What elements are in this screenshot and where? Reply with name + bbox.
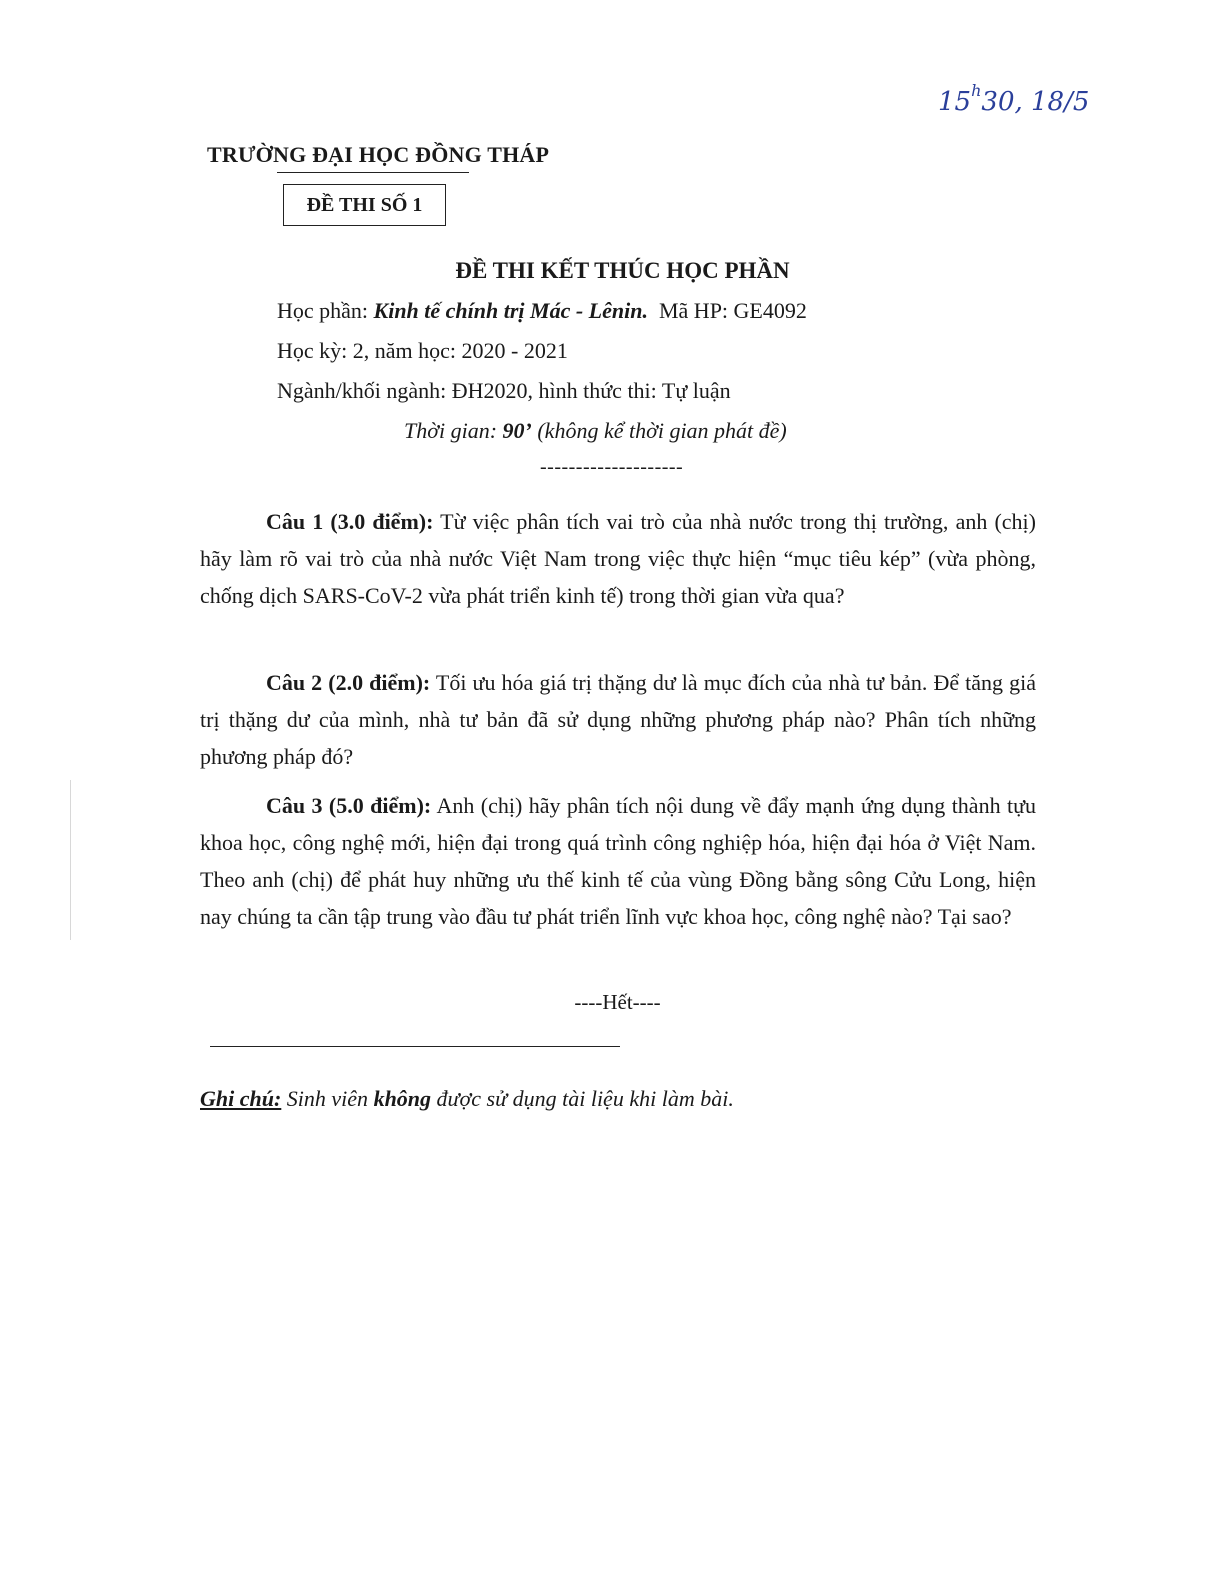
course-line (277, 298, 807, 324)
question-3-text: Anh (chị) hãy phân tích nội dung về đẩy mạnh ứng dụng thành tựu khoa học, công nghệ mới, hiện đại trong quá trình công nghiệp hóa, hiện đại hóa ở Việt Nam. Theo anh (chị) để phát huy những ưu thế kinh tế của vùng Đồng bằng sông Cửu Long, hiện nay chúng ta cần tập trung vào đầu tư phát triển lĩnh vực khoa học, công nghệ nào? Tại sao? (200, 793, 1037, 929)
question-1-text: Từ việc phân tích vai trò của nhà nước trong thị trường, anh (chị) hãy làm rõ vai trò của nhà nước Việt Nam trong việc thực hiện “mục tiêu kép” (vừa phòng, chống dịch SARS-CoV-2 vừa phát triển kinh tế) trong thời gian vừa qua? (200, 509, 1036, 608)
end-marker: ----Hết---- (574, 990, 661, 1014)
course-code: Mã HP: GE4092 (658, 298, 807, 323)
time-line (404, 418, 787, 444)
school-underline (277, 172, 469, 173)
question-2-text: Tối ưu hóa giá trị thặng dư là mục đích của nhà tư bản. Để tăng giá trị thặng dư của mình, nhà tư bản đã sử dụng những phương pháp nào? Phân tích những phương pháp đó? (200, 670, 1036, 769)
separator-dashes: -------------------- (540, 456, 684, 478)
question-2 (200, 664, 1036, 775)
exam-number-box (283, 184, 446, 226)
question-3 (200, 787, 1036, 935)
footnote-text-after: được sử dụng tài liệu khi làm bài. (431, 1086, 734, 1111)
question-2-label: Câu 2 (2.0 điểm): (266, 670, 431, 695)
time-prefix: Thời gian: (404, 418, 503, 443)
footnote-label: Ghi chú: (200, 1086, 282, 1111)
handwritten-note (938, 66, 1148, 116)
course-prefix: Học phần: (277, 298, 374, 323)
footnote (200, 1086, 734, 1112)
handwritten-hour-mark: h (971, 81, 982, 100)
exam-title: ĐỀ THI KẾT THÚC HỌC PHẦN (455, 258, 790, 283)
scan-mark (70, 780, 71, 940)
major-line: Ngành/khối ngành: ĐH2020, hình thức thi: Tự luận (277, 378, 731, 403)
question-1 (200, 503, 1036, 614)
footnote-text-before: Sinh viên (281, 1086, 374, 1111)
question-3-label: Câu 3 (5.0 điểm): (266, 793, 432, 818)
handwritten-rest: 30, 18/5 (981, 87, 1090, 117)
time-suffix: (không kể thời gian phát đề) (531, 418, 787, 443)
semester-line: Học kỳ: 2, năm học: 2020 - 2021 (277, 338, 568, 363)
footnote-rule (210, 1046, 620, 1047)
time-value: 90’ (502, 418, 532, 443)
exam-number: ĐỀ THI SỐ 1 (306, 193, 423, 216)
question-1-label: Câu 1 (3.0 điểm): (266, 509, 434, 534)
school-name: TRƯỜNG ĐẠI HỌC ĐỒNG THÁP (207, 142, 550, 167)
footnote-emphasis: không (373, 1086, 432, 1111)
handwritten-hour: 15 (938, 87, 972, 117)
course-name: Kinh tế chính trị Mác - Lênin. (373, 298, 648, 323)
